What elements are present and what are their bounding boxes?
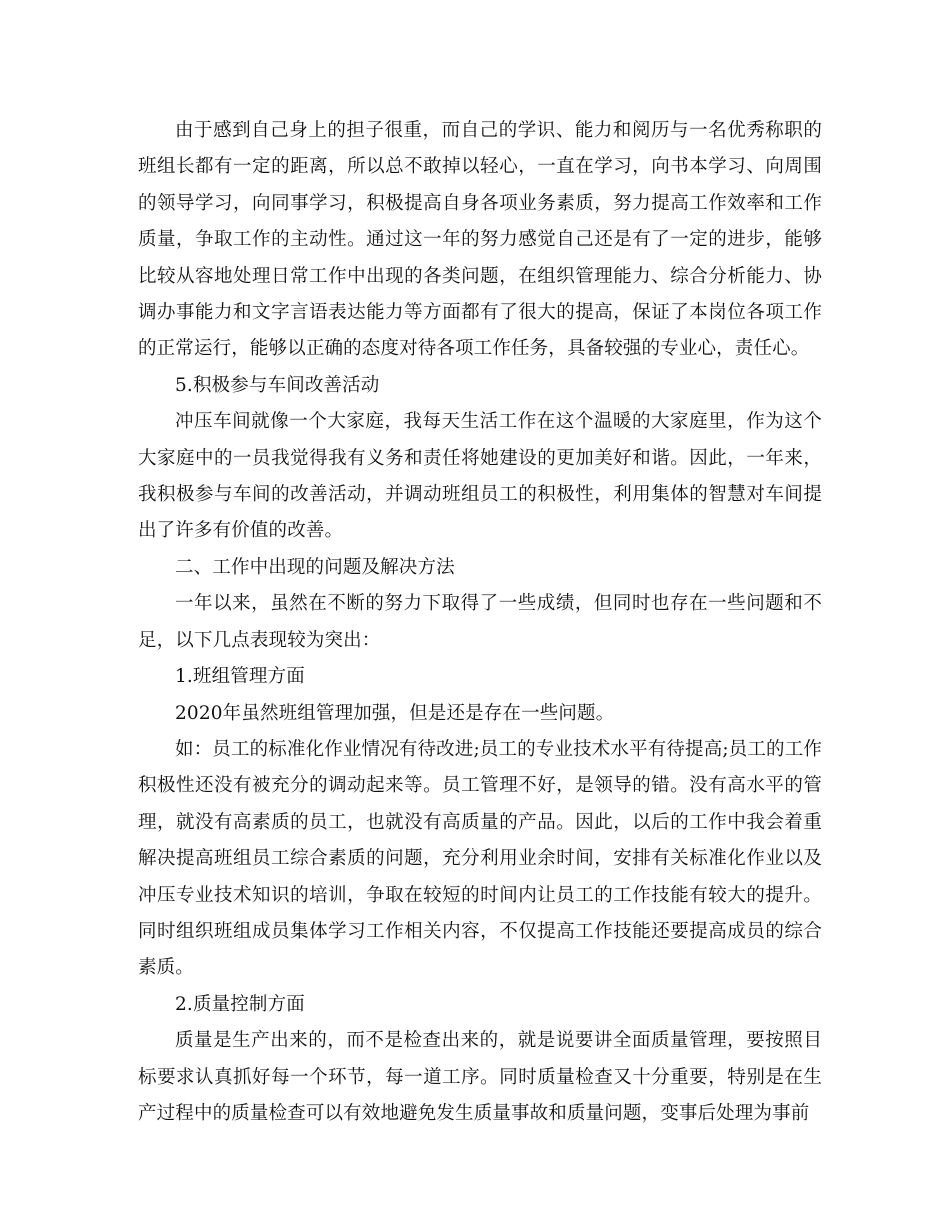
paragraph-workshop-family: 冲压车间就像一个大家庭，我每天生活工作在这个温暖的大家庭里，作为这个大家庭中的一员我觉得我有义务和责任将她建设的更加美好和谐。因此，一年来，我积极参与车间的改善活动，并调动班组员工的积极性，利用集体的智慧对车间提出了许多有价值的改善。 — [138, 411, 822, 542]
paragraph-team-management-details: 如：员工的标准化作业情况有待改进;员工的专业技术水平有待提高;员工的工作积极性还没有被充分的调动起来等。员工管理不好，是领导的错。没有高水平的管理，就没有高素质的员工，也就没有高质量的产品。因此，以后的工作中我会着重解决提高班组员工综合素质的问题，充分利用业余时间，安排有关标准化作业以及冲压专业技术知识的培训，争取在较短的时间内让员工的工作技能有较大的提升。同时组织班组成员集体学习工作相关内容，不仅提高工作技能还要提高成员的综合素质。 — [138, 738, 822, 979]
document-body — [138, 113, 822, 1132]
paragraph-problems-intro: 一年以来，虽然在不断的努力下取得了一些成绩，但同时也存在一些问题和不足，以下几点表现较为突出： — [138, 593, 822, 651]
heading-team-management: 1.班组管理方面 — [175, 666, 305, 688]
heading-quality-control: 2.质量控制方面 — [175, 993, 305, 1015]
heading-workshop-improvement: 5.积极参与车间改善活动 — [175, 374, 380, 396]
paragraph-quality-control: 质量是生产出来的，而不是检查出来的，就是说要讲全面质量管理，要按照目标要求认真抓好每一个环节，每一道工序。同时质量检查又十分重要，特别是在生产过程中的质量检查可以有效地避免发生质量事故和质量问题，变事后处理为事前 — [138, 1030, 822, 1124]
heading-problems-solutions: 二、工作中出现的问题及解决方法 — [175, 556, 455, 578]
paragraph-study-progress: 由于感到自己身上的担子很重，而自己的学识、能力和阅历与一名优秀称职的班组长都有一定的距离，所以总不敢掉以轻心，一直在学习，向书本学习、向周围的领导学习，向同事学习，积极提高自身各项业务素质，努力提高工作效率和工作质量，争取工作的主动性。通过这一年的努力感觉自己还是有了一定的进步，能够比较从容地处理日常工作中出现的各类问题，在组织管理能力、综合分析能力、协调办事能力和文字言语表达能力等方面都有了很大的提高，保证了本岗位各项工作的正常运行，能够以正确的态度对待各项工作任务，具备较强的专业心，责任心。 — [138, 120, 822, 360]
paragraph-team-management-2020: 2020年虽然班组管理加强，但是还是存在一些问题。 — [175, 702, 615, 724]
